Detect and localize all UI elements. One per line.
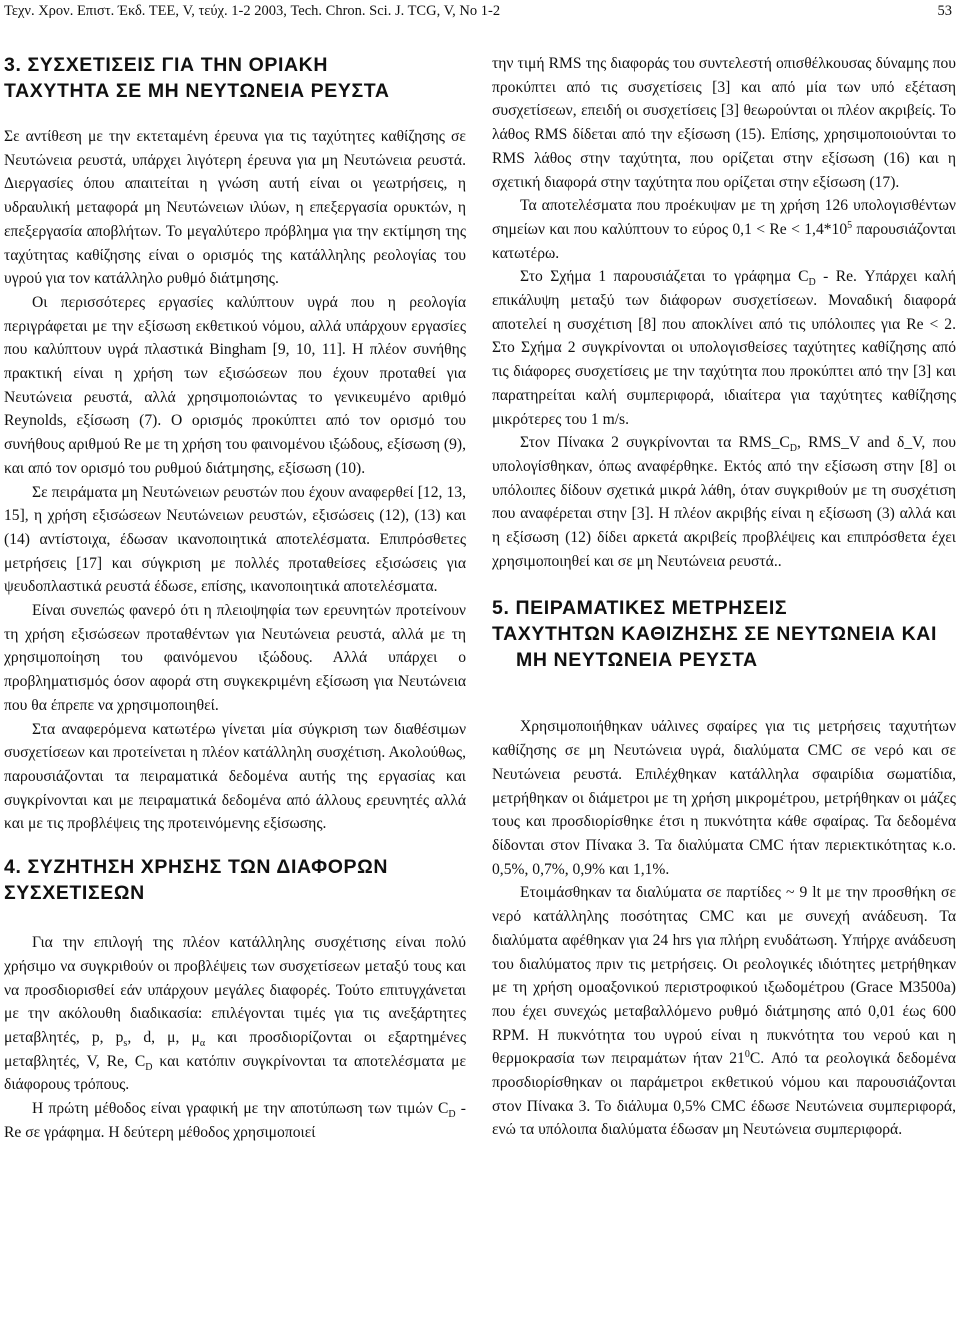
section-5-paragraph-1: Χρησιμοποιήθηκαν υάλινες σφαίρες για τις μετρήσεις ταχυτήτων καθίζησης σε μη Νευτώνεια υγρά, διαλύματα CMC σε νερό και σε Νευτώνεια ρευστά. Επιλέχθηκαν κατάλληλα σφαιρίδια σωματίδια, μετρήθηκαν οι διάμετροι με τη χρήση μικρομέτρου, μετρήθηκαν οι μάζες τους και προσδιορίσθηκε έτσι η πυκνότητα κάθε σφαίρας. Τα δεδομένα δίδονται στον Πίνακα 3. Τα διαλύματα CMC ήταν περιεκτικότητας κ.ο. 0,5%, 0,7%, 0,9% και 1,1%.: [492, 718, 956, 878]
section-3-paragraph-5: Στα αναφερόμενα κατωτέρω γίνεται μία σύγκριση των διαθέσιμων συσχετίσεων και προτείνεται η πλέον κατάλληλη συσχέτιση. Ακολούθως, παρουσιάζονται τα πειραματικά δεδομένα αυτής της εργασίας και συγκρίνονται και με πειραματικά δεδομένα από άλλους ερευνητές αλλά και με τις προβλέψεις της προτεινόμενης εξίσωσης.: [4, 720, 466, 833]
section-3-heading-line2: ΤΑΧΥΤΗΤΑ ΣΕ ΜΗ ΝΕΥΤΩΝΕΙΑ ΡΕΥΣΤΑ: [4, 80, 390, 102]
section-4-paragraph-4: Στο Σχήμα 1 παρουσιάζεται το γράφημα $C_D$ - Re. Υπάρχει καλή επικάλυψη μεταξύ των διάφορων συσχετίσεων. Μοναδική διαφορά αποτελεί η συσχέτιση [8] που αποκλίνει από τις υπόλοιπες για Re < 2. Στο Σχήμα 2 συγκρίνονται οι υπολογισθείσες ταχύτητες καθίζησης από τις διάφορες συσχετίσεις με την ταχύτητα που προκύπτει από την [3] και παρατηρείται καλή συμπεριφορά, ιδιαίτερα για ταχύτητες καθίζησης μικρότερες του 1 m/s.: [492, 268, 956, 428]
running-head: [0, 0, 960, 22]
section-5-paragraph-2: Ετοιμάσθηκαν τα διαλύματα σε παρτίδες ~ 9 lt με την προσθήκη σε νερό κατάλληλης ποσότητας CMC και με συνεχή ανάδευση. Τα διαλύματα αφέθηκαν για 24 hrs για πλήρη ενυδάτωση. Υπήρχε ανάδευση του διαλύματος πριν τις μετρήσεις. Οι ρεολογικές ιδιότητες μετρήθηκαν με τη χρήση ομοαξονικού περιστροφικού ιξωδομέτρου (Grace M3500a) που έχει συνεχώς μεταβαλλόμενο ρυθμό διάτμησης από 0,01 έως 600 RPM. Η πυκνότητα του υγρού είναι η πυκνότητα του νερού και η θερμοκρασία των πειραμάτων ήταν $21^0C$. Από τα ρεολογικά δεδομένα προσδιορίσθηκαν οι παράμετροι εκθετικού νόμου και παρουσιάζονται στον Πίνακα 3. Το διάλυμα 0,5% CMC έδωσε Νευτώνεια συμπεριφορά, ενώ τα υπόλοιπα διαλύματα έδωσαν μη Νευτώνεια συμπεριφορά.: [492, 884, 956, 1139]
left-column: [4, 52, 466, 1144]
section-4-paragraph-2: Η πρώτη μέθοδος είναι γραφική με την αποτύπωση των τιμών $C_D$ - Re σε γράφημα. Η δεύτερη μέθοδος χρησιμοποιεί: [4, 1100, 466, 1141]
journal-citation: Τεχν. Χρον. Επιστ. Έκδ. ΤΕΕ, V, τεύχ. 1-2 2003, Tech. Chron. Sci. J. TCG, V, No 1-2: [4, 3, 501, 19]
page-number: 53: [937, 3, 952, 19]
section-3-heading: [4, 52, 466, 104]
section-4-paragraph-1: Για την επιλογή της πλέον κατάλληλης συσχέτισης είναι πολύ χρήσιμο να συγκριθούν οι προβλέψεις των συσχετίσεων μεταξύ τους και να προσδιορισθεί εάν υπάρχουν μεγάλες διαφορές. Τούτο επιτυγχάνεται με την ακόλουθη διαδικασία: επιλέγονται τιμές για τις ανεξάρτητες μεταβλητές, p, $p_s$, d, μ, $\mu_\alpha$ και προσδιορίζονται οι εξαρτημένες μεταβλητές, V, Re, $C_D$ και κατόπιν συγκρίνονται τα αποτελέσματα με διάφορους τρόπους.: [4, 934, 466, 1094]
section-3-heading-line1: 3. ΣΥΣΧΕΤΙΣΕΙΣ ΓΙΑ ΤΗΝ ΟΡΙΑΚΗ: [4, 54, 329, 76]
section-3-paragraph-3: Σε πειράματα μη Νευτώνειων ρευστών που έχουν αναφερθεί [12, 13, 15], η χρήση εξισώσεων Νευτώνειων ρευστών, εξισώσεις (12), (13) και (14) αντίστοιχα, έδωσαν ικανοποιητικά αποτελέσματα. Επιπρόσθετες μετρήσεις [17] και σύγκριση με πολλές προταθείσες εξισώσεις για ψευδοπλαστικά ρευστά έδωσε, επίσης, ικανοποιητικά αποτελέσματα.: [4, 483, 466, 596]
section-4-paragraph-5: Στον Πίνακα 2 συγκρίνονται τα $RMS\_C_D$, RMS_V and δ_V, που υπολογίσθηκαν, όπως αναφέρθηκε. Εκτός από την εξίσωση στην [8] οι υπόλοιπες δίδουν σχετικά μικρά λάθη, όταν συγκριθούν με τη συσχέτιση που αναφέρεται στην [3]. Η πλέον ακριβής είναι η εξίσωση (3) αλλά και η εξίσωση (12) δίδει αρκετά ακριβείς προβλέψεις και επιπρόσθετα έχει χρησιμοποιηθεί και σε μη Νευτώνεια ρευστά..: [492, 434, 957, 570]
section-4-heading: 4. ΣΥΖΗΤΗΣΗ ΧΡΗΣΗΣ ΤΩΝ ΔΙΑΦΟΡΩΝ ΣΥΣΧΕΤΙΣΕΩΝ: [4, 856, 389, 905]
section-3-paragraph-4: Είναι συνεπώς φανερό ότι η πλειοψηφία των ερευνητών προτείνουν τη χρήση εξισώσεων προταθέντων για Νευτώνεια ρευστά, αλλά με τη χρησιμοποίηση του φαινόμενου ιξώδους. Αλλά υπάρχει ο προβληματισμός όσον αφορά στη συγκεκριμένη εξίσωση για Νευτώνεια που θα έπρεπε να χρησιμοποιηθεί.: [4, 602, 466, 714]
section-5-heading: [492, 595, 956, 673]
section-3-paragraph-2: Οι περισσότερες εργασίες καλύπτουν υγρά που η ρεολογία περιγράφεται με την εξίσωση εκθετικού νόμου, αλλά υπάρχουν εργασίες που καλύπτουν υγρά πλαστικά Bingham [9, 10, 11]. Η πλέον συνήθης πρακτική είναι η χρήση των εξισώσεων που έχουν προταθεί για Νευτώνεια ρευστά, αλλά χρησιμοποιώντας το γενικευμένο αριθμό Reynolds, εξίσωση (7). Ο ορισμός προκύπτει από τον ορισμό του συνήθους αριθμού Re με τη χρήση του φαινομένου ιξώδους, εξίσωση (9), και από τον ορισμό του ρυθμού διάτμησης, εξίσωση (10).: [4, 293, 466, 477]
section-3-paragraph-1: Σε αντίθεση με την εκτεταμένη έρευνα για τις ταχύτητες καθίζησης σε Νευτώνεια ρευστά, υπάρχει λιγότερη έρευνα για μη Νευτώνεια ρευστά. Διεργασίες όπου απαιτείται η γνώση αυτή είναι οι γεωτρήσεις, η υδραυλική μεταφορά μη Νευτώνειων ιλύων, η επεξεργασία ορυκτών, η επεξεργασία αποβλήτων. Το μεγαλύτερο πρόβλημα για την εκτίμηση της ταχύτητας καθίζησης είναι ο ορισμός της κατάλληλης ρεολογίας του υγρού για τον κατάλληλο ρυθμό διάτμησης.: [4, 128, 466, 288]
section-4-paragraph-3: Τα αποτελέσματα που προέκυψαν με τη χρήση 126 υπολογισθέντων σημείων και που καλύπτουν το εύρος $0,1 < Re < 1,4*10^5$ παρουσιάζονται κατωτέρω.: [492, 197, 956, 262]
right-column: [492, 52, 956, 1142]
section-5-heading-cont: ΤΑΧΥΤΗΤΩΝ ΚΑΘΙΖΗΣΗΣ ΣΕ ΝΕΥΤΩΝΕΙΑ ΚΑΙ ΜΗ ΝΕΥΤΩΝΕΙΑ ΡΕΥΣΤΑ: [492, 623, 937, 672]
section-4-continuation: την τιμή RMS της διαφοράς του συντελεστή οπισθέλκουσας δύναμης που προκύπτει από τις συσχετίσεις [3] και από μία των υπό εξέταση συσχετίσεων, επειδή οι συσχετίσεις [3] θεωρούνται οι πλέον ακριβείς. Το λάθος RMS δίδεται από την εξίσωση (15). Επίσης, χρησιμοποιούνται το RMS λάθος στην ταχύτητα, που ορίζεται στην εξίσωση (16) και η σχετική διαφορά στην ταχύτητα που ορίζεται στην εξίσωση (17).: [492, 55, 956, 191]
section-5-heading-line1: 5. ΠΕΙΡΑΜΑΤΙΚΕΣ ΜΕΤΡΗΣΕΙΣ: [492, 597, 788, 620]
